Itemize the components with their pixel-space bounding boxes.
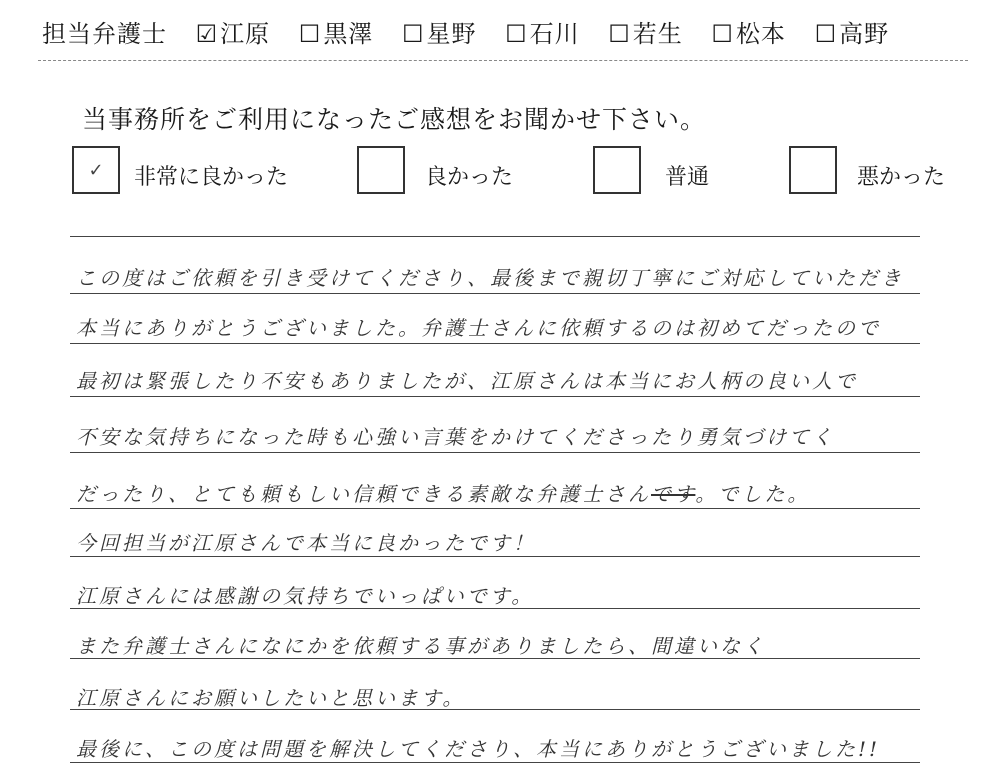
- comment-rule: [70, 293, 920, 294]
- comment-top-rule: [70, 236, 920, 237]
- lawyer-name: 江原: [220, 20, 271, 48]
- comment-line-8: また弁護士さんになにかを依頼する事がありましたら、間違いなく: [76, 634, 766, 658]
- choice-label: 悪かった: [857, 165, 946, 190]
- assigned-lawyer-row: [42, 14, 909, 49]
- comment-line-6: 今回担当が江原さんで本当に良かったです！: [76, 531, 536, 555]
- choice-label: 良かった: [425, 165, 514, 190]
- choice-label: 非常に良かった: [134, 165, 289, 190]
- choice-checkbox[interactable]: [357, 146, 405, 194]
- lawyer-name: 石川: [529, 20, 580, 48]
- comment-rule: [70, 762, 920, 763]
- comment-line-5-text: だったり、とても頼もしい信頼できる素敵な弁護士さん: [76, 482, 651, 506]
- comment-line-10: 最後に、この度は問題を解決してくださり、本当にありがとうございました!!: [76, 737, 881, 761]
- lawyer-name: 高野: [839, 20, 890, 48]
- lawyer-option-kurosawa[interactable]: [299, 20, 374, 48]
- checkbox-unchecked[interactable]: ☐: [298, 20, 322, 48]
- comment-rule: [70, 709, 920, 710]
- lawyer-name: 星野: [426, 20, 477, 48]
- checkbox-unchecked[interactable]: ☐: [401, 20, 425, 48]
- comment-line-7: 江原さんには感謝の気持ちでいっぱいです。: [76, 584, 535, 608]
- comment-line-9: 江原さんにお願いしたいと思います。: [76, 686, 466, 710]
- comment-line-5-end: 。でした。: [695, 482, 811, 506]
- comment-rule: [70, 508, 920, 509]
- dashed-divider: [38, 60, 968, 61]
- lawyer-name: 松本: [735, 20, 786, 48]
- lawyer-name: 黒澤: [323, 20, 374, 48]
- checkbox-unchecked[interactable]: ☐: [505, 20, 528, 48]
- choice-checkbox[interactable]: [789, 146, 837, 194]
- comment-rule: [70, 343, 920, 344]
- comment-line-5: [76, 478, 971, 507]
- checkbox-unchecked[interactable]: ☐: [608, 20, 631, 48]
- survey-question: 当事務所をご利用になったご感想をお聞かせ下さい。: [82, 105, 707, 134]
- choice-checkbox[interactable]: ✓: [72, 146, 120, 194]
- checkbox-unchecked[interactable]: ☐: [711, 20, 734, 48]
- comment-rule: [70, 658, 920, 659]
- comment-line-3: 最初は緊張したり不安もありましたが、江原さんは本当にお人柄の良い人で: [76, 369, 858, 393]
- lawyer-option-matsumoto[interactable]: [711, 20, 786, 48]
- checkbox-unchecked[interactable]: ☐: [814, 20, 838, 48]
- lawyer-option-wakao[interactable]: [608, 20, 683, 48]
- choice-label: 普通: [665, 165, 710, 190]
- lawyer-option-ishikawa[interactable]: [505, 20, 580, 48]
- lawyer-option-takano[interactable]: [815, 20, 890, 48]
- lawyer-option-ehara[interactable]: [196, 20, 271, 48]
- choice-checkbox[interactable]: [593, 146, 641, 194]
- comment-rule: [70, 396, 920, 397]
- comment-line-2: 本当にありがとうございました。弁護士さんに依頼するのは初めてだったので: [76, 316, 881, 340]
- comment-rule: [70, 608, 920, 609]
- lawyer-name: 若生: [632, 20, 683, 48]
- comment-rule: [70, 452, 920, 453]
- struck-text: です: [651, 482, 696, 506]
- comment-line-1: この度はご依頼を引き受けてくださり、最後まで親切丁寧にご対応していただき: [76, 266, 904, 290]
- comment-line-4: 不安な気持ちになった時も心強い言葉をかけてくださったり勇気づけてく: [76, 425, 835, 449]
- assigned-lawyer-label: 担当弁護士: [42, 20, 167, 48]
- lawyer-option-hoshino[interactable]: [402, 20, 477, 48]
- checkbox-checked[interactable]: ☑: [195, 20, 219, 48]
- comment-rule: [70, 556, 920, 557]
